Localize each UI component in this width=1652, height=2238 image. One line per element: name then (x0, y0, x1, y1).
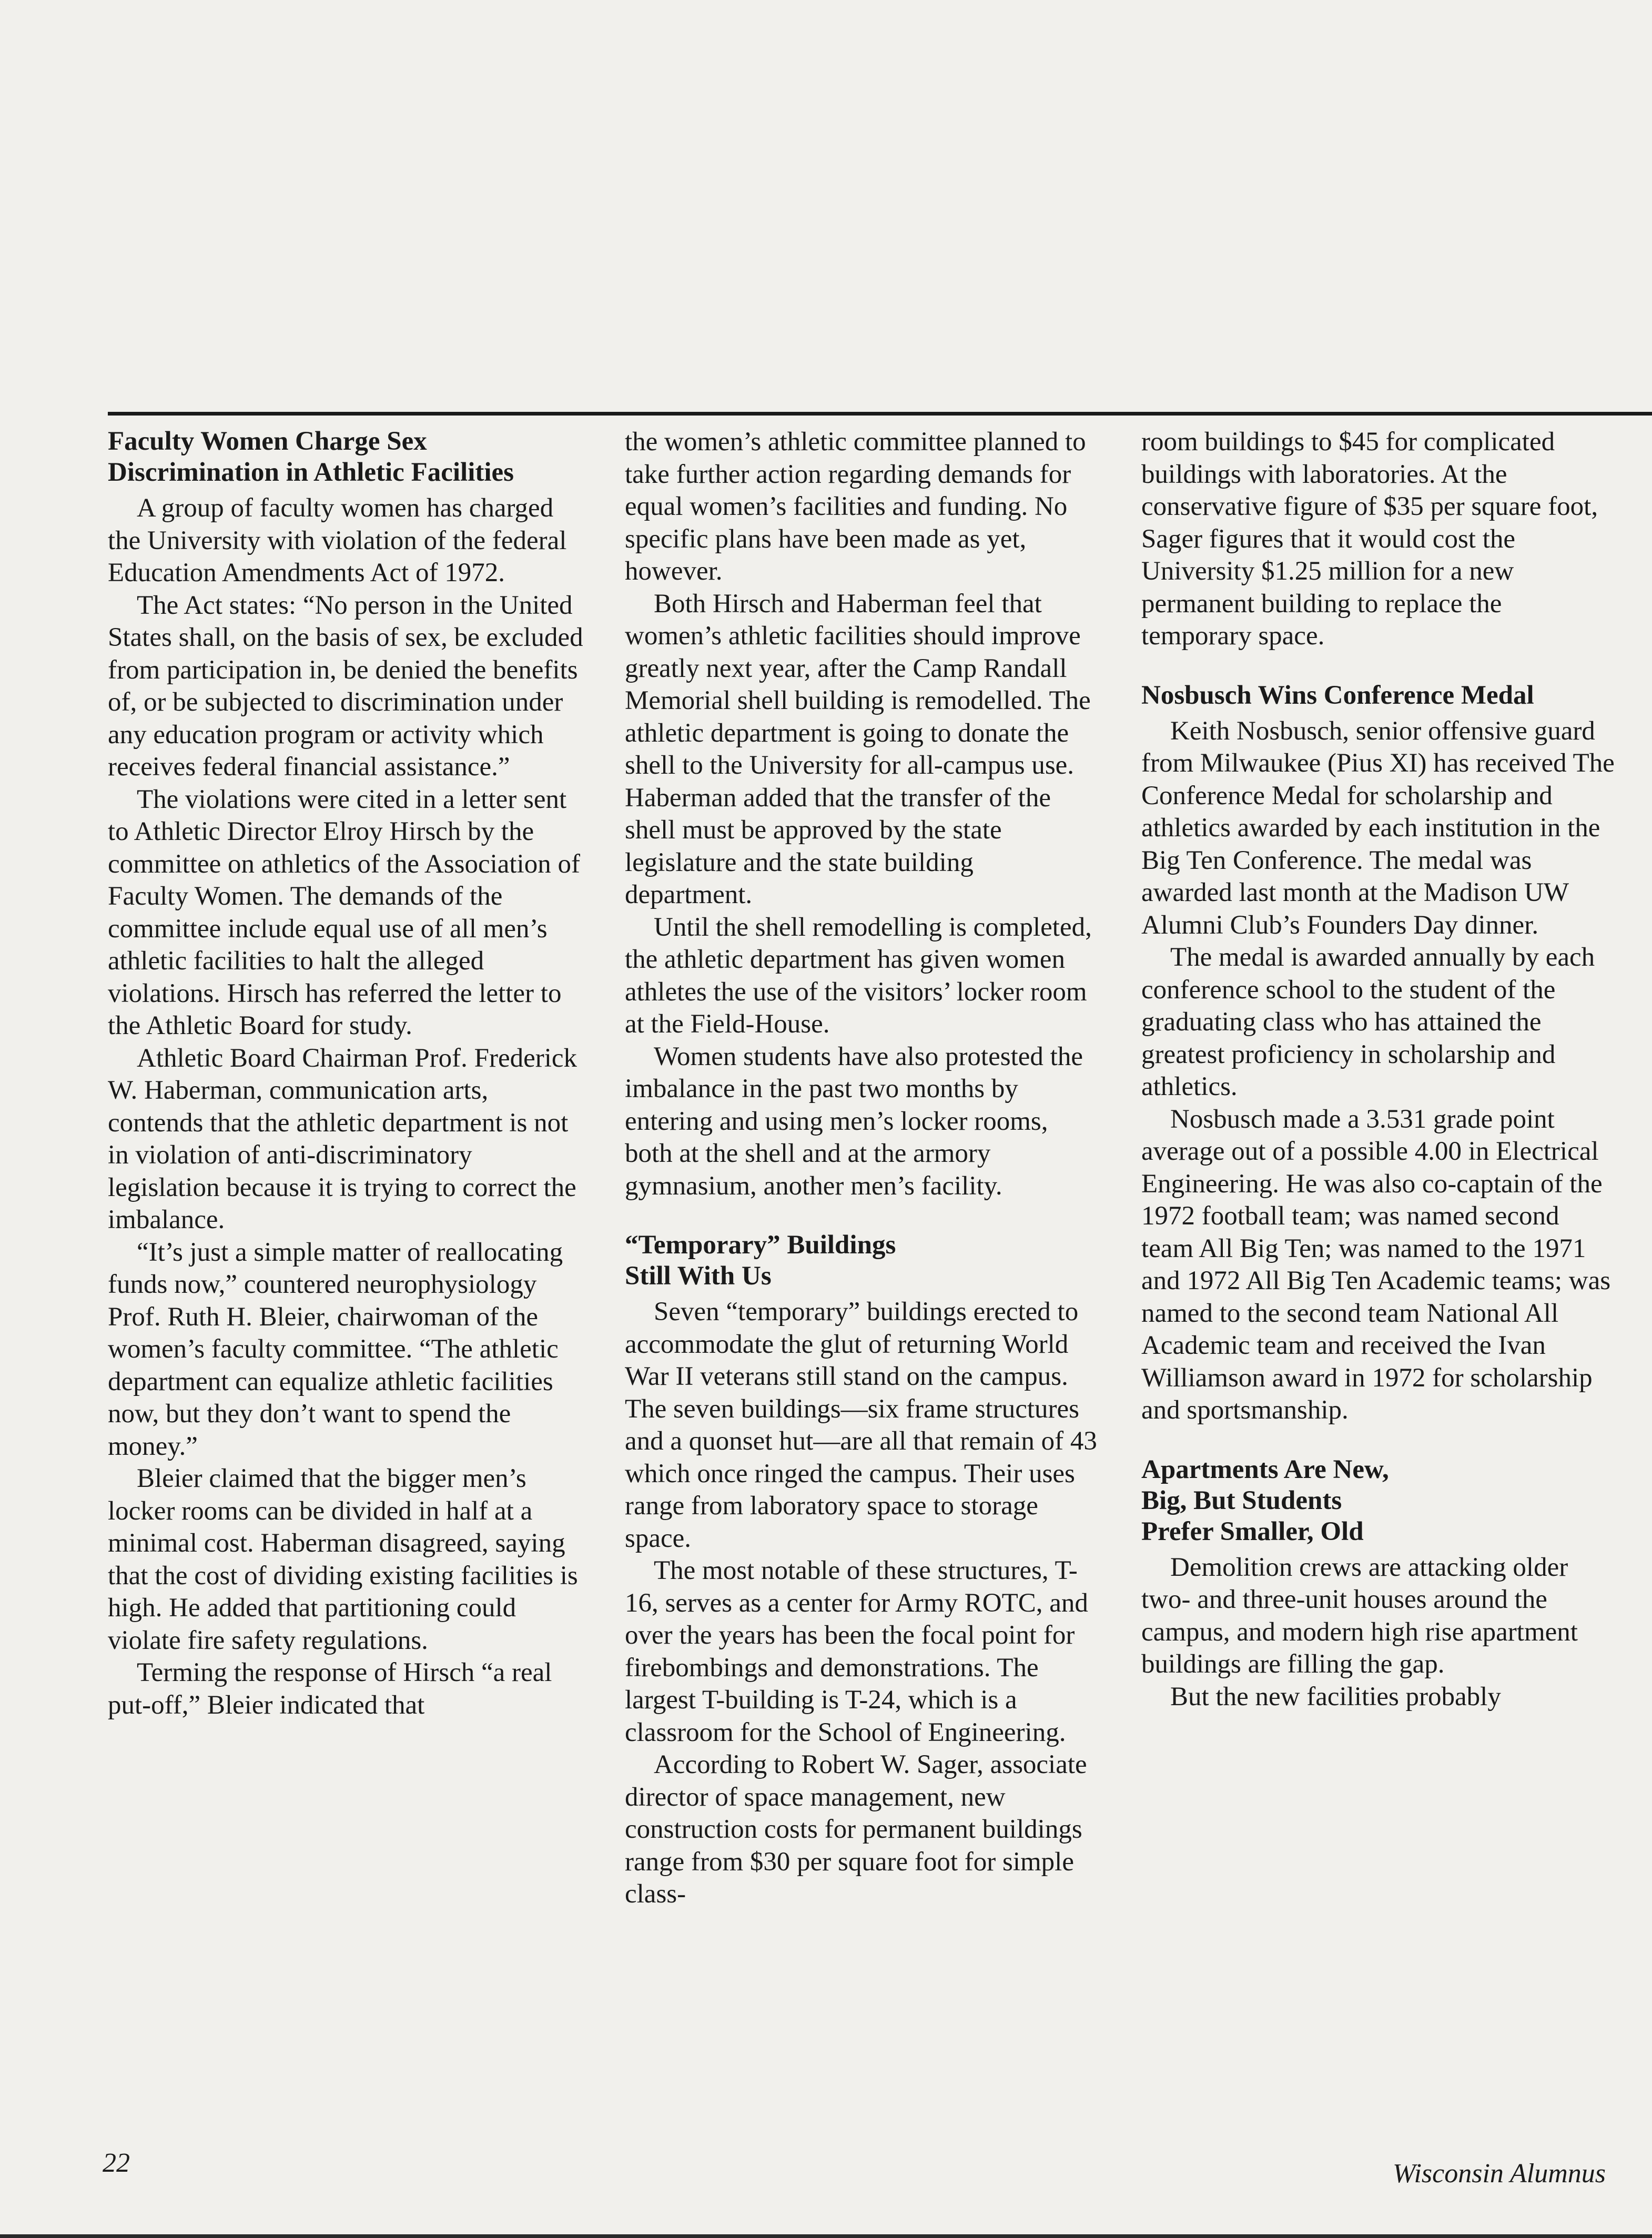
column-2 (625, 426, 1101, 1911)
paragraph: But the new facilities probably (1170, 1682, 1501, 1712)
bottom-edge-line (0, 2234, 1652, 2238)
paragraph: The most notable of these structures, T-16, serves as a center for Army ROTC, and over the years has been the focal point for firebombings and demonstrations. The largest T-building is T-24, which is a classroom for the School of Engineering. (625, 1556, 1088, 1747)
headline-apartments: Apartments Are New, Big, But Students Prefer Smaller, Old (1141, 1454, 1389, 1546)
paragraph: Until the shell remodelling is completed, the athletic department has given women athletes the use of the visitors’ locker room at the Field-House. (625, 912, 1092, 1039)
paragraph: “It’s just a simple matter of reallocating funds now,” countered neurophysiology Prof. Ruth H. Bleier, chairwoman of the women’s faculty committee. “The athletic department can equalize athletic facilities now, but they don’t want to spend the money.” (108, 1237, 563, 1461)
magazine-name: Wisconsin Alumnus (1393, 2159, 1606, 2189)
paragraph: Seven “temporary” buildings erected to accommodate the glut of returning World War II veterans still stand on the campus. The seven buildings—six frame structures and a quonset hut—are all that remain of 43 which once ringed the campus. Their uses range from laboratory space to storage space. (625, 1297, 1097, 1553)
paragraph: Both Hirsch and Haberman feel that women’s athletic facilities should improve greatly next year, after the Camp Randall Memorial shell building is remodelled. The athletic department is going to donate the shell to the University for all-campus use. Haberman added that the transfer of the shell must be approved by the state legislature and the state building department. (625, 589, 1091, 909)
paragraph: Keith Nosbusch, senior offensive guard from Milwaukee (Pius XI) has received The Conference Medal for scholarship and athletics awarded by each institution in the Big Ten Conference. The medal was awarded last month at the Madison UW Alumni Club’s Founders Day dinner. (1141, 716, 1615, 940)
paragraph: Women students have also protested the imbalance in the past two months by entering and using men’s locker rooms, both at the shell and at the armory gymnasium, another men’s facility. (625, 1041, 1083, 1201)
paragraph: A group of faculty women has charged the University with violation of the federal Education Amendments Act of 1972. (108, 493, 567, 588)
paragraph: The violations were cited in a letter sent to Athletic Director Elroy Hirsch by the committee on athletics of the Association of Faculty Women. The demands of the committee include equal use of all men’s athletic facilities to halt the alleged violations. Hirsch has referred the letter to the Athletic Board for study. (108, 784, 580, 1040)
paragraph: The Act states: “No person in the United States shall, on the basis of sex, be excluded from participation in, be denied the benefits of, or be subjected to discrimination under any education program or activity which receives federal financial assistance.” (108, 590, 583, 782)
paragraph: Nosbusch made a 3.531 grade point average out of a possible 4.00 in Electrical Engineering. He was also co-captain of the 1972 football team; was named second team All Big Ten; was named to the 1971 and 1972 All Big Ten Academic teams; was named to the second team National All Academic team and received the Ivan Williamson award in 1972 for scholarship and sportsmanship. (1141, 1104, 1611, 1425)
headline-nosbusch: Nosbusch Wins Conference Medal (1141, 680, 1534, 710)
paragraph: Terming the response of Hirsch “a real put-off,” Bleier indicated that (108, 1658, 552, 1720)
paragraph-continued: the women’s athletic committee planned to take further action regarding demands for equal women’s facilities and funding. No specific plans have been made as yet, however. (625, 427, 1086, 586)
paragraph-continued: room buildings to $45 for complicated buildings with laboratories. At the conservative figure of $35 per square foot, Sager figures that it would cost the University $1.25 million for a new permanent building to replace the temporary space. (1141, 427, 1598, 651)
column-3 (1141, 426, 1617, 1713)
top-rule (108, 412, 1652, 416)
paragraph: Bleier claimed that the bigger men’s locker rooms can be divided in half at a minimal cost. Haberman disagreed, saying that the cost of dividing existing facilities is high. He added that partitioning could violate fire safety regulations. (108, 1464, 578, 1655)
page-number: 22 (103, 2148, 130, 2178)
headline-faculty-women: Faculty Women Charge Sex Discrimination in Athletic Facilities (108, 427, 514, 487)
paragraph: According to Robert W. Sager, associate director of space management, new construction costs for permanent buildings range from $30 per square foot for simple class- (625, 1750, 1087, 1909)
paragraph: Demolition crews are attacking older two- and three-unit houses around the campus, and modern high rise apartment buildings are filling the gap. (1141, 1552, 1578, 1679)
column-1 (108, 426, 584, 1721)
headline-temporary-buildings: “Temporary” Buildings Still With Us (625, 1230, 896, 1291)
paragraph: The medal is awarded annually by each conference school to the student of the graduating class who has attained the greatest proficiency in scholarship and athletics. (1141, 943, 1595, 1101)
paragraph: Athletic Board Chairman Prof. Frederick W. Haberman, communication arts, contends that the athletic department is not in violation of anti-discriminatory legislation because it is trying to correct the imbalance. (108, 1043, 577, 1234)
